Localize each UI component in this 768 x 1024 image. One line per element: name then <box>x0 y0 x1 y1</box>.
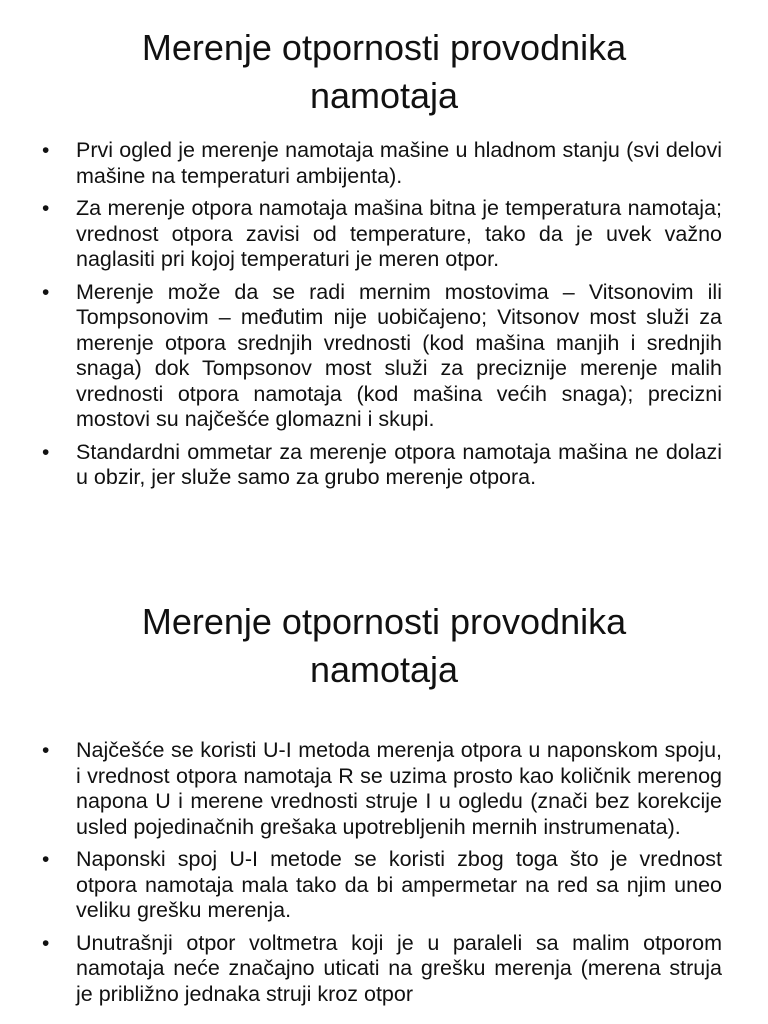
slide-title-line-1: Merenje otpornosti provodnika <box>141 27 627 68</box>
bullet-item <box>0 847 722 924</box>
bullet-item <box>0 931 722 1008</box>
bullet-text: Prvi ogled je merenje namotaja mašine u hladnom stanju (svi delovi mašine na temperaturi ambijenta). <box>76 138 722 188</box>
bullet-item <box>0 280 722 433</box>
slide-title-line-2: namotaja <box>309 649 459 690</box>
bullet-text: Standardni ommetar za merenje otpora namotaja mašina ne dolazi u obzir, jer služe samo za grubo merenje otpora. <box>76 439 722 489</box>
slide-title-line-2: namotaja <box>309 75 459 116</box>
bullet-dot-icon: • <box>42 280 50 304</box>
bullet-text: Unutrašnji otpor voltmetra koji je u paraleli sa malim otporom namotaja neće značajno uticati na grešku merenja (merena struja je približno jednaka struji kroz otpor <box>76 930 722 1006</box>
bullet-text: Merenje može da se radi mernim mostovima – Vitsonovim ili Tompsonovim – međutim nije uobičajeno; Vitsonov most služi za merenje otpora srednjih vrednosti (kod mašina manjih i srednjih snaga) dok Tompsonov most služi za preciznije merenje malih vrednosti otpora namotaja (kod mašina većih snaga); precizni mostovi su najčešće glomazni i skupi. <box>76 279 722 431</box>
bullet-item <box>0 440 722 491</box>
bullet-dot-icon: • <box>42 440 50 464</box>
bullet-dot-icon: • <box>42 139 50 162</box>
slide-title-line-1: Merenje otpornosti provodnika <box>141 601 627 642</box>
bullet-list <box>0 138 768 491</box>
bullet-item <box>0 738 722 840</box>
bullet-text: Za merenje otpora namotaja mašina bitna je temperatura namotaja; vrednost otpora zavisi od temperature, tako da je uvek važno naglasiti pri kojoj temperaturi je meren otpor. <box>76 196 722 271</box>
bullet-list <box>0 738 768 1007</box>
bullet-text: Naponski spoj U-I metode se koristi zbog toga što je vrednost otpora namotaja mala tako da bi ampermetar na red sa njim uneo veliku grešku merenja. <box>76 847 722 922</box>
slide-2 <box>0 580 768 1024</box>
bullet-item <box>0 138 722 189</box>
bullet-text: Najčešće se koristi U-I metoda merenja otpora u naponskom spoju, i vrednost otpora namotaja R se uzima prosto kao količnik merenog napona U i merene vrednosti struje I u ogledu (znači bez korekcije usled pojedinačnih grešaka upotrebljenih mernih instrumenata). <box>76 738 722 839</box>
bullet-dot-icon: • <box>42 931 50 955</box>
bullet-dot-icon: • <box>42 848 50 871</box>
slide-title <box>0 580 768 694</box>
slide-title <box>0 0 768 120</box>
bullet-item <box>0 196 722 273</box>
bullet-dot-icon: • <box>42 739 50 762</box>
bullet-dot-icon: • <box>42 197 50 220</box>
